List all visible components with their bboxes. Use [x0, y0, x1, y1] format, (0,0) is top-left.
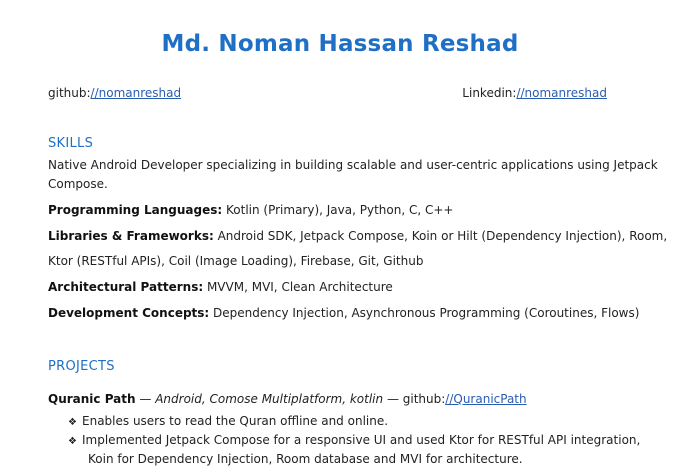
linkedin-label: Linkedin:: [462, 86, 517, 100]
project-separator: —: [383, 392, 403, 406]
project-tech: Android, Comose Multiplatform, kotlin: [155, 392, 384, 406]
github-label: github:: [48, 86, 91, 100]
project-header: [48, 392, 527, 406]
bullet-text: Enables users to read the Quran offline and online.: [82, 414, 389, 428]
libraries-label: Libraries & Frameworks:: [48, 229, 214, 243]
project-github-link[interactable]: //QuranicPath: [445, 392, 527, 406]
languages-label: Programming Languages:: [48, 203, 223, 217]
skills-heading: SKILLS: [48, 136, 94, 151]
diamond-bullet-icon: ❖: [68, 417, 77, 428]
github-contact: [48, 86, 181, 100]
skills-summary-line-1: Native Android Developer specializing in building scalable and user-centric applications using Jetpack: [48, 158, 658, 172]
github-link[interactable]: //nomanreshad: [90, 86, 182, 100]
skills-languages: [48, 203, 453, 217]
project-link-label: github:: [402, 392, 446, 406]
project-bullet: [68, 414, 388, 428]
linkedin-link[interactable]: //nomanreshad: [516, 86, 607, 100]
skills-patterns: [48, 280, 393, 294]
libraries-value: Android SDK, Jetpack Compose, Koin or Hilt (Dependency Injection), Room,: [213, 229, 668, 243]
concepts-label: Development Concepts:: [48, 306, 210, 320]
skills-concepts: [48, 306, 639, 320]
bullet-text: Implemented Jetpack Compose for a responsive UI and used Ktor for RESTful API integration,: [82, 433, 641, 447]
project-separator: —: [135, 392, 156, 406]
skills-summary-line-2: Compose.: [48, 177, 108, 191]
languages-value: Kotlin (Primary), Java, Python, C, C++: [222, 203, 454, 217]
diamond-bullet-icon: ❖: [68, 436, 77, 447]
projects-heading: PROJECTS: [48, 359, 115, 374]
skills-libraries-cont: Ktor (RESTful APIs), Coil (Image Loading), Firebase, Git, Github: [48, 254, 424, 268]
project-name: Quranic Path: [48, 392, 136, 406]
concepts-value: Dependency Injection, Asynchronous Programming (Coroutines, Flows): [209, 306, 640, 320]
patterns-value: MVVM, MVI, Clean Architecture: [203, 280, 393, 294]
project-bullet: [68, 433, 640, 447]
skills-libraries: [48, 229, 667, 243]
patterns-label: Architectural Patterns:: [48, 280, 204, 294]
bullet-text-cont: Koin for Dependency Injection, Room database and MVI for architecture.: [88, 452, 523, 466]
linkedin-contact: [462, 86, 607, 100]
resume-name: Md. Noman Hassan Reshad: [161, 31, 519, 57]
